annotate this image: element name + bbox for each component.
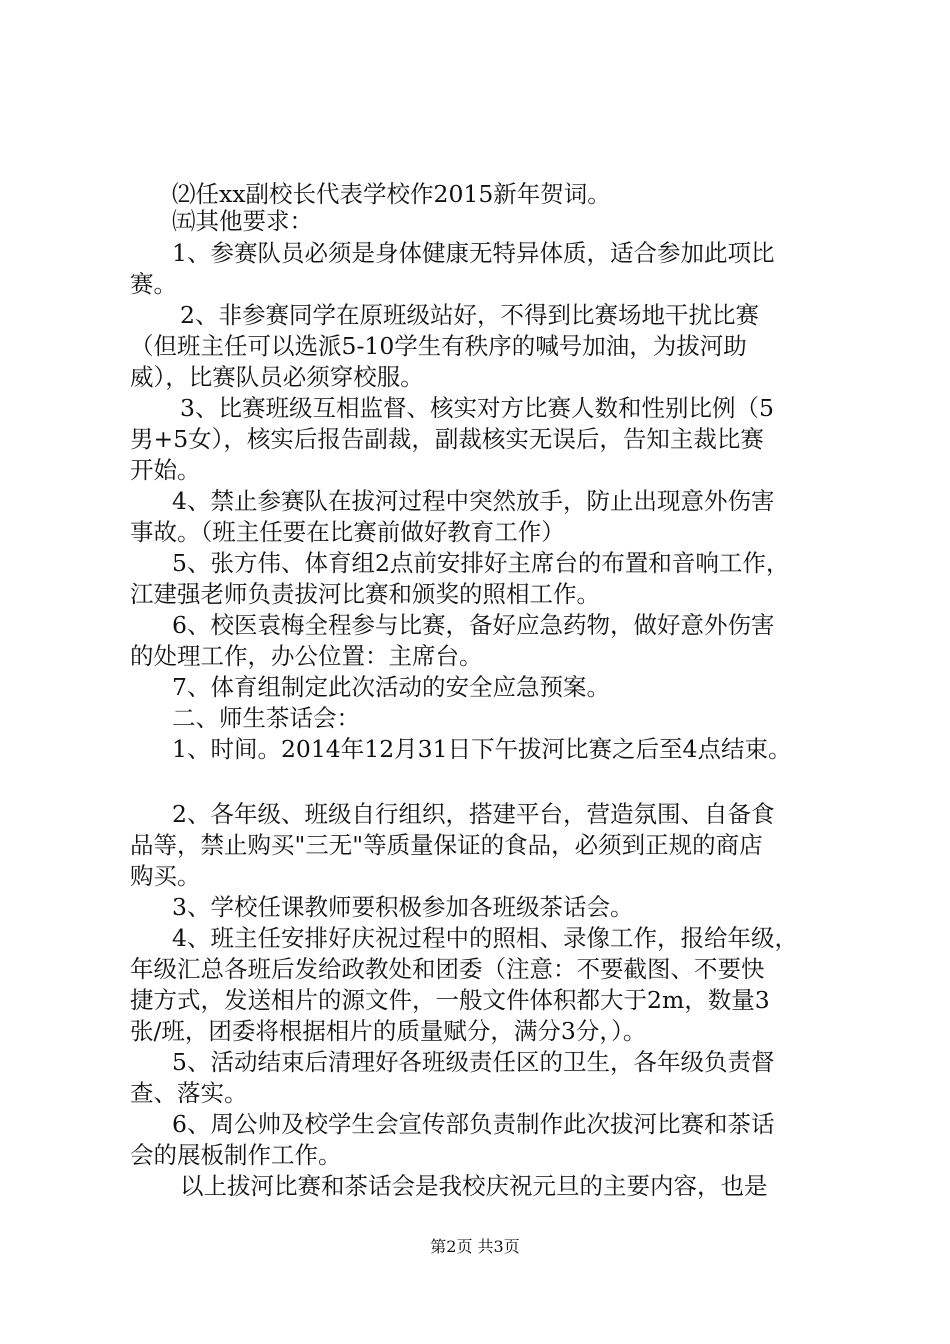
text-line: 年级汇总各班后发给政教处和团委（注意：不要截图、不要快 <box>130 955 765 983</box>
text-line: 2、各年级、班级自行组织，搭建平台，营造氛围、自备食 <box>172 800 775 828</box>
text-line: 的处理工作，办公位置：主席台。 <box>130 642 483 670</box>
text-line: 1、时间。2014年12月31日下午拔河比赛之后至4点结束。 <box>172 735 792 763</box>
text-line: 2、非参赛同学在原班级站好，不得到比赛场地干扰比赛 <box>180 301 759 329</box>
text-line: 赛。 <box>130 270 177 298</box>
text-line: 品等，禁止购买"三无"等质量保证的食品，必须到正规的商店 <box>130 831 763 859</box>
text-line: 6、校医袁梅全程参与比赛，备好应急药物，做好意外伤害 <box>172 611 775 639</box>
text-line: 5、张方伟、体育组2点前安排好主席台的布置和音响工作， <box>172 549 790 577</box>
text-line: 男+5女），核实后报告副裁，副裁核实无误后，告知主裁比赛 <box>130 425 764 453</box>
text-line: 二、师生茶话会： <box>172 704 360 732</box>
text-line: 威），比赛队员必须穿校服。 <box>130 363 424 391</box>
text-line: 会的展板制作工作。 <box>130 1141 342 1169</box>
page-number-footer: 第2页 共3页 <box>430 1237 520 1256</box>
text-line: 江建强老师负责拔河比赛和颁奖的照相工作。 <box>130 580 600 608</box>
text-line: 3、学校任课教师要积极参加各班级茶话会。 <box>172 893 634 921</box>
text-line: 事故。（班主任要在比赛前做好教育工作） <box>130 518 565 546</box>
text-line: （但班主任可以选派5-10学生有秩序的喊号加油，为拔河助 <box>130 332 747 360</box>
text-line: 5、活动结束后清理好各班级责任区的卫生，各年级负责督 <box>172 1048 775 1076</box>
text-line: 3、比赛班级互相监督、核实对方比赛人数和性别比例（5 <box>180 394 774 422</box>
text-line: 6、周公帅及校学生会宣传部负责制作此次拔河比赛和茶话 <box>172 1110 775 1138</box>
text-line: 捷方式，发送相片的源文件，一般文件体积都大于2m，数量3 <box>130 986 770 1014</box>
text-line: 购买。 <box>130 862 201 890</box>
text-line: ㈤其他要求： <box>172 207 313 235</box>
text-line: 1、参赛队员必须是身体健康无特异体质，适合参加此项比 <box>172 239 775 267</box>
text-line: 7、体育组制定此次活动的安全应急预案。 <box>172 673 610 701</box>
text-line: 4、班主任安排好庆祝过程中的照相、录像工作，报给年级， <box>172 924 798 952</box>
text-line: 查、落实。 <box>130 1079 248 1107</box>
text-line: 张/班，团委将根据相片的质量赋分，满分3分，）。 <box>130 1017 647 1045</box>
text-line: 开始。 <box>130 456 201 484</box>
text-line: ⑵任xx副校长代表学校作2015新年贺词。 <box>172 180 611 208</box>
text-line: 4、禁止参赛队在拔河过程中突然放手，防止出现意外伤害 <box>172 487 775 515</box>
text-line: 以上拔河比赛和茶话会是我校庆祝元旦的主要内容，也是 <box>180 1172 768 1200</box>
